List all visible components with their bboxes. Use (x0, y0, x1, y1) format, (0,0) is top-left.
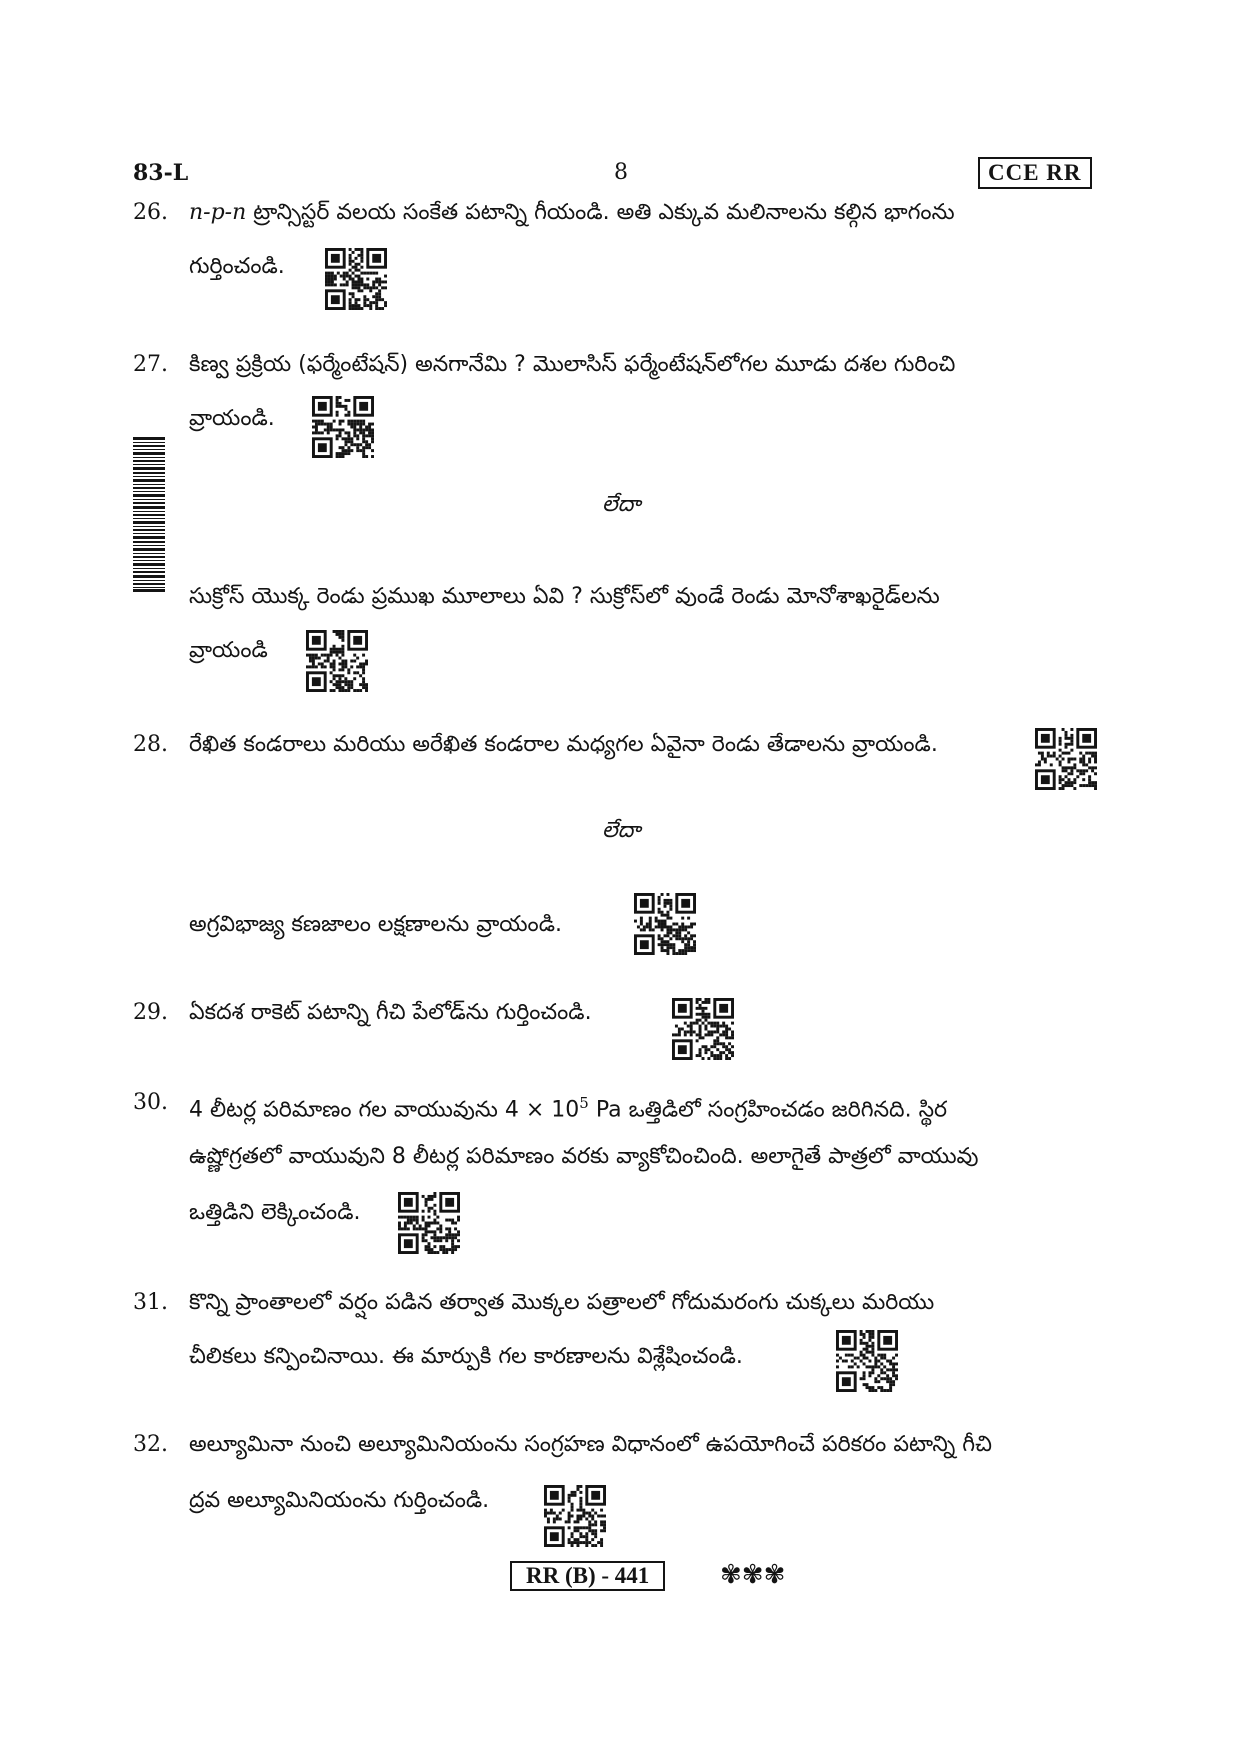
question-number-29: 29. (133, 1000, 168, 1025)
qr-code-icon (398, 1192, 460, 1254)
qr-code-icon (325, 248, 387, 310)
qr-code-icon (306, 630, 368, 692)
qr-code-icon (544, 1485, 606, 1547)
question-27-alt-line1: సుక్రోస్ యొక్క రెండు ప్రముఖ మూలాలు ఏవి ? సుక్రోస్‌లో వుండే రెండు మోనోశాఖరైడ్‌లను (189, 584, 940, 609)
question-31-line1: కొన్ని ప్రాంతాలలో వర్షం పడిన తర్వాత మొక్కల పత్రాలలో గోదుమరంగు చుక్కలు మరియు (189, 1290, 935, 1315)
question-30-line3: ఒత్తిడిని లెక్కించండి. (189, 1200, 361, 1225)
question-number-28: 28. (133, 732, 168, 757)
qr-code-icon (836, 1330, 898, 1392)
footer-code-box: RR (B) - 441 (510, 1561, 665, 1591)
question-30-line1-b: Pa ఒత్తిడిలో సంగ్రహించడం జరిగినది. స్థిర (588, 1097, 948, 1123)
or-label: లేదా (602, 492, 641, 517)
qr-code-icon (672, 998, 734, 1060)
question-number-30: 30. (133, 1090, 168, 1115)
question-number-27: 27. (133, 352, 168, 377)
exponent: 5 (579, 1094, 589, 1112)
question-26-line1 (189, 198, 1109, 228)
side-barcode (133, 437, 165, 592)
question-number-31: 31. (133, 1290, 168, 1315)
qr-code-icon (634, 893, 696, 955)
question-31-line2: చీలికలు కన్పించినాయి. ఈ మార్పుకి గల కారణాలను విశ్లేషించండి. (189, 1344, 743, 1369)
question-27-alt-line2: వ్రాయండి (189, 638, 268, 663)
qr-code-icon (312, 396, 374, 458)
question-29-line1: ఏకదశ రాకెట్ పటాన్ని గీచి పేలోడ్‌ను గుర్తించండి. (189, 1000, 592, 1025)
question-number-32: 32. (133, 1432, 168, 1457)
npn-italic: n-p-n (189, 200, 247, 225)
question-30-line1 (189, 1088, 947, 1125)
board-code-box: CCE RR (978, 157, 1092, 189)
qr-code-icon (1035, 728, 1097, 790)
ornament-stars: ✾✾✾ (720, 1560, 786, 1590)
question-28-line1: రేఖిత కండరాలు మరియు అరేఖిత కండరాల మధ్యగల ఏవైనా రెండు తేడాలను వ్రాయండి. (189, 732, 938, 757)
paper-code: 83-L (133, 160, 189, 186)
question-28-alt-line1: అగ్రవిభాజ్య కణజాలం లక్షణాలను వ్రాయండి. (189, 912, 562, 937)
or-label: లేదా (602, 818, 641, 843)
question-32-line1: అల్యూమినా నుంచి అల్యూమినియంను సంగ్రహణ విధానంలో ఉపయోగించే పరికరం పటాన్ని గీచి (189, 1432, 992, 1457)
question-27-line2: వ్రాయండి. (189, 406, 275, 431)
question-number-26: 26. (133, 200, 168, 225)
question-30-line1-a: 4 లీటర్ల పరిమాణం గల వాయువును 4 × 10 (189, 1097, 580, 1123)
question-30-line2: ఉష్ణోగ్రతలో వాయువుని 8 లీటర్ల పరిమాణం వరకు వ్యాకోచించింది. అలాగైతే పాత్రలో వాయువు (189, 1144, 979, 1169)
question-26-line2: గుర్తించండి. (189, 254, 285, 279)
question-27-line1: కిణ్వ ప్రక్రియ (ఫర్మేంటేషన్) అనగానేమి ? మొలాసిస్ ఫర్మేంటేషన్‌లోగల మూడు దశల గురించి (189, 352, 956, 377)
page-number: 8 (614, 160, 628, 185)
question-26-line1-text: ట్రాన్సిస్టర్ వలయ సంకేత పటాన్ని గీయండి. అతి ఎక్కువ మలినాలను కల్గిన భాగంను (246, 200, 955, 225)
question-32-line2: ద్రవ అల్యూమినియంను గుర్తించండి. (189, 1488, 490, 1513)
